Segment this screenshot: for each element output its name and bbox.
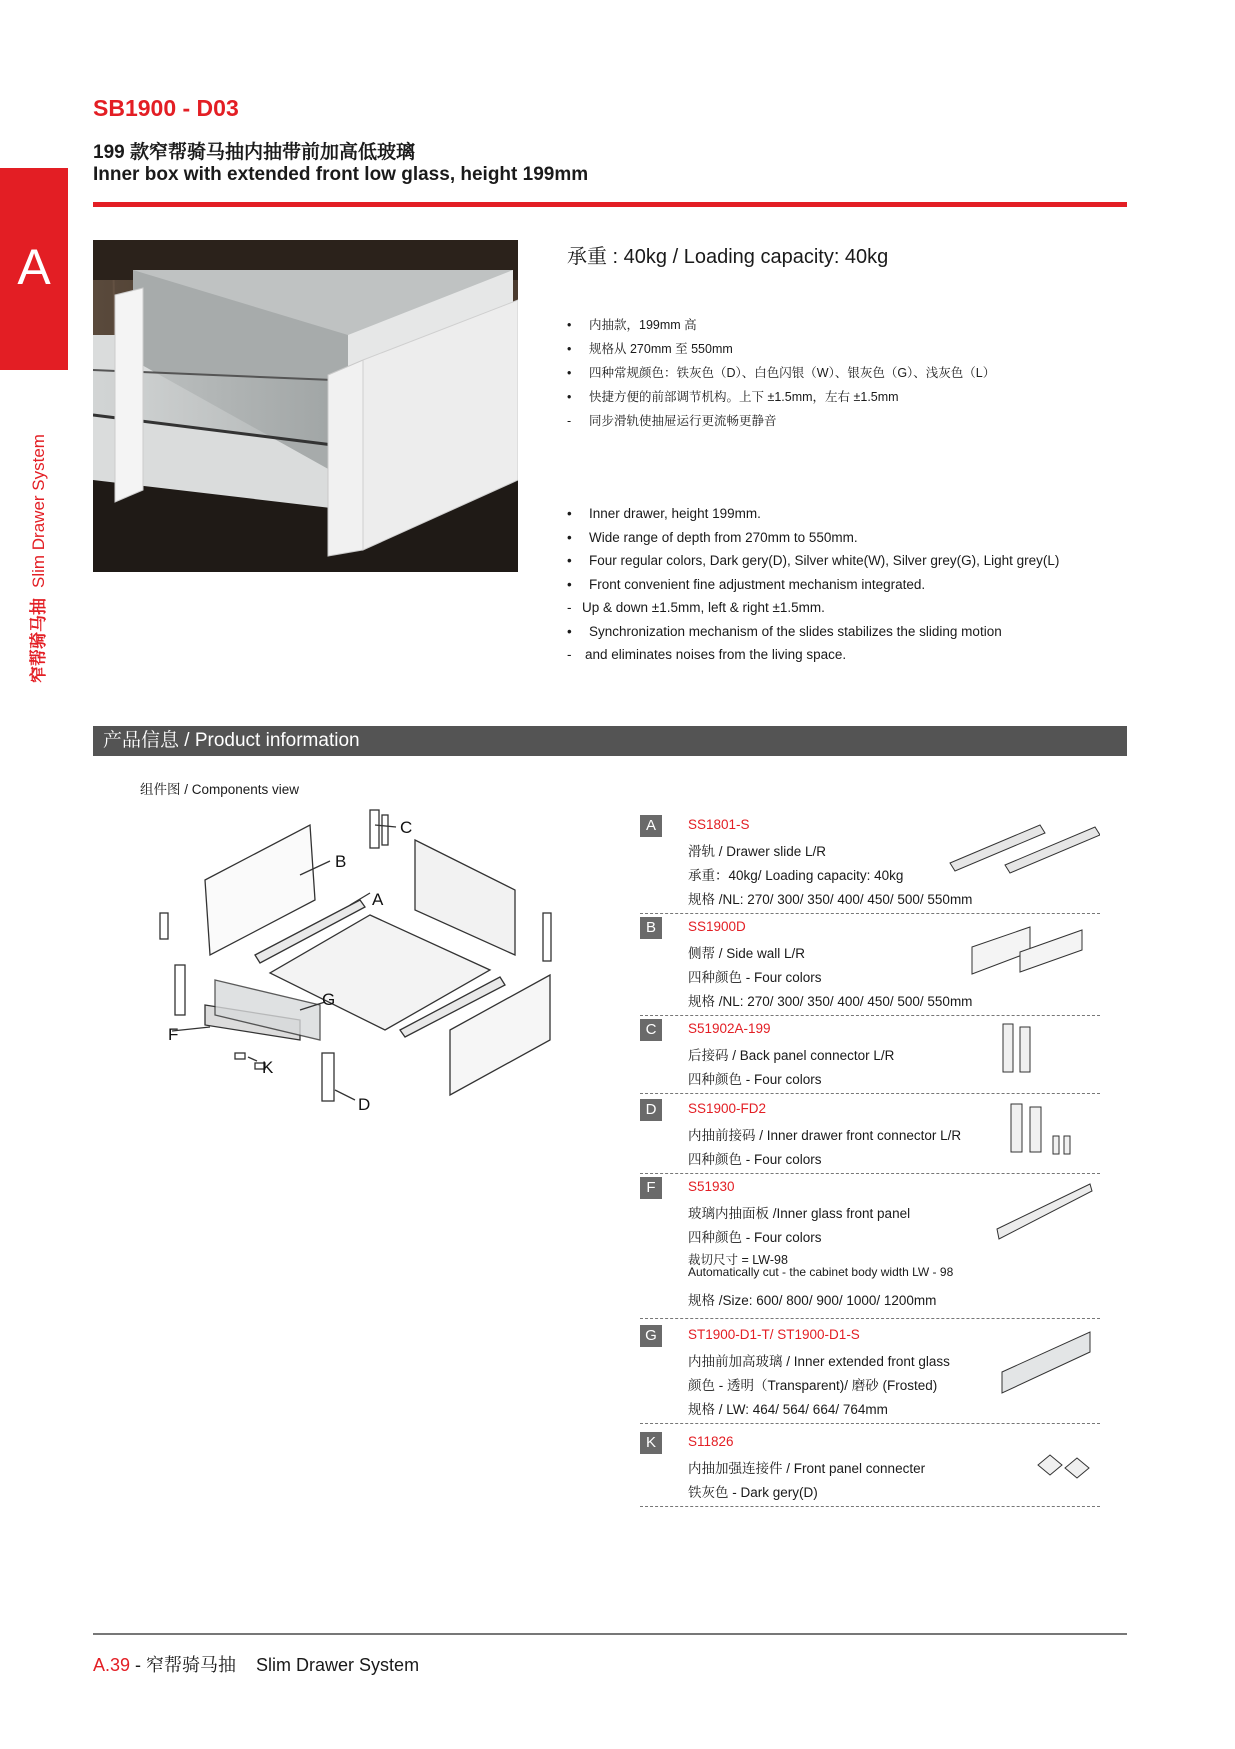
drawer-slide-icon [945, 815, 1100, 875]
component-letter: F [640, 1177, 662, 1199]
component-line: 四种颜色 - Four colors [688, 970, 822, 985]
component-item-f [640, 1177, 1100, 1319]
component-line: 规格 /Size: 600/ 800/ 900/ 1000/ 1200mm [688, 1293, 937, 1308]
features-list-cn [567, 313, 1127, 433]
feature-text: and eliminates noises from the living space. [585, 647, 847, 662]
diagram-label-d: D [358, 1095, 371, 1114]
component-line: 滑轨 / Drawer slide L/R [688, 844, 827, 859]
feature-item: - 同步滑轨使抽屉运行更流畅更静音 [567, 409, 1127, 433]
feature-item: • Inner drawer, height 199mm. [567, 502, 1127, 526]
component-code: S51930 [688, 1179, 735, 1194]
component-line: 内抽前加高玻璃 / Inner extended front glass [688, 1354, 950, 1369]
diagram-label-g: G [322, 990, 336, 1009]
page-footer [93, 1651, 419, 1677]
diagram-label-c: C [400, 818, 413, 837]
component-code: S11826 [688, 1434, 734, 1449]
component-code: SS1900D [688, 919, 746, 934]
panel-connecter-icon [1035, 1450, 1095, 1480]
feature-item-continued [567, 643, 1127, 667]
feature-item: • 快捷方便的前部调节机构。上下 ±1.5mm，左右 ±1.5mm [567, 385, 1127, 409]
product-code: SB1900 - D03 [93, 95, 239, 121]
product-title-cn: 199 款窄帮骑马抽内抽带前加高低玻璃 [93, 142, 415, 163]
page-number: A.39 [93, 1655, 131, 1675]
component-code: SS1801-S [688, 817, 750, 832]
front-connector-icon [1008, 1101, 1083, 1161]
component-item-d [640, 1099, 1100, 1174]
component-line: 四种颜色 - Four colors [688, 1072, 822, 1087]
component-line: 规格 /NL: 270/ 300/ 350/ 400/ 450/ 500/ 550mm [688, 994, 973, 1009]
header-divider [93, 202, 1127, 207]
footer-en: Slim Drawer System [256, 1655, 420, 1675]
loading-capacity: 承重 : 40kg / Loading capacity: 40kg [567, 246, 889, 268]
drawer-product-photo [93, 240, 518, 572]
product-title-en: Inner box with extended front low glass, height 199mm [93, 164, 589, 185]
feature-item: • 内抽款，199mm 高 [567, 313, 1127, 337]
diagram-label-k: K [262, 1058, 274, 1077]
component-letter: K [640, 1432, 662, 1454]
component-line: 规格 /NL: 270/ 300/ 350/ 400/ 450/ 500/ 550mm [688, 892, 973, 907]
component-line: 玻璃内抽面板 /Inner glass front panel [688, 1206, 911, 1221]
feature-item: • Four regular colors, Dark gery(D), Silver white(W), Silver grey(G), Light grey(L) [567, 549, 1127, 573]
feature-item: • Front convenient fine adjustment mechanism integrated. [567, 573, 1127, 597]
diagram-label-f: F [168, 1025, 179, 1044]
component-letter: D [640, 1099, 662, 1121]
side-label-en: Slim Drawer System [29, 434, 48, 588]
component-code: S51902A-199 [688, 1021, 771, 1036]
component-line: 四种颜色 - Four colors [688, 1230, 822, 1245]
feature-item: • Synchronization mechanism of the slides stabilizes the sliding motion [567, 620, 1127, 644]
footer-cn: 窄帮骑马抽 [146, 1655, 237, 1675]
glass-front-panel-icon [995, 1179, 1095, 1244]
footer-sep: - [130, 1655, 147, 1675]
back-connector-icon [1000, 1021, 1040, 1076]
component-code: ST1900-D1-T/ ST1900-D1-S [688, 1327, 860, 1342]
component-item-c [640, 1019, 1100, 1094]
feature-text: Up & down ±1.5mm, left & right ±1.5mm. [582, 600, 825, 615]
component-line: 内抽前接码 / Inner drawer front connector L/R [688, 1128, 962, 1143]
side-section-label [24, 434, 49, 683]
side-wall-icon [970, 922, 1085, 977]
component-line: 承重：40kg/ Loading capacity: 40kg [688, 868, 904, 883]
footer-divider [93, 1633, 1127, 1635]
component-line: 裁切尺寸 = LW-98 [688, 1253, 788, 1267]
component-letter: A [640, 815, 662, 837]
section-tab-letter: A [17, 239, 51, 295]
feature-item: • 四种常规颜色：铁灰色（D）、白色闪银（W）、银灰色（G）、浅灰色（L） [567, 361, 1127, 385]
components-exploded-diagram [150, 805, 630, 1145]
component-item-g [640, 1325, 1100, 1424]
component-line: 颜色 - 透明（Transparent)/ 磨砂 (Frosted) [688, 1378, 938, 1393]
component-letter: G [640, 1325, 662, 1347]
component-line: 内抽加强连接件 / Front panel connecter [688, 1461, 926, 1476]
diagram-label-a: A [372, 890, 384, 909]
features-list-en [567, 502, 1127, 667]
component-item-k [640, 1432, 1100, 1507]
feature-item: • Wide range of depth from 270mm to 550mm. [567, 526, 1127, 550]
components-view-caption: 组件图 / Components view [140, 782, 300, 797]
feature-item-continued [567, 596, 1127, 620]
component-line: 规格 / LW: 464/ 564/ 664/ 764mm [688, 1402, 888, 1417]
feature-item: • 规格从 270mm 至 550mm [567, 337, 1127, 361]
component-code: SS1900-FD2 [688, 1101, 767, 1116]
component-letter: C [640, 1019, 662, 1041]
component-item-a [640, 815, 1100, 914]
side-label-cn: 窄帮骑马抽 [29, 598, 48, 683]
component-line: 后接码 / Back panel connector L/R [688, 1048, 895, 1063]
extended-glass-icon [1000, 1327, 1095, 1397]
component-line: Automatically cut - the cabinet body width LW - 98 [688, 1265, 954, 1279]
diagram-label-b: B [335, 852, 347, 871]
section-tab [0, 168, 68, 370]
component-item-b [640, 917, 1100, 1016]
component-letter: B [640, 917, 662, 939]
component-line: 四种颜色 - Four colors [688, 1152, 822, 1167]
component-line: 铁灰色 - Dark gery(D) [688, 1485, 818, 1500]
component-line: 侧帮 / Side wall L/R [688, 946, 806, 961]
product-info-section-header: 产品信息 / Product information [93, 726, 1127, 756]
